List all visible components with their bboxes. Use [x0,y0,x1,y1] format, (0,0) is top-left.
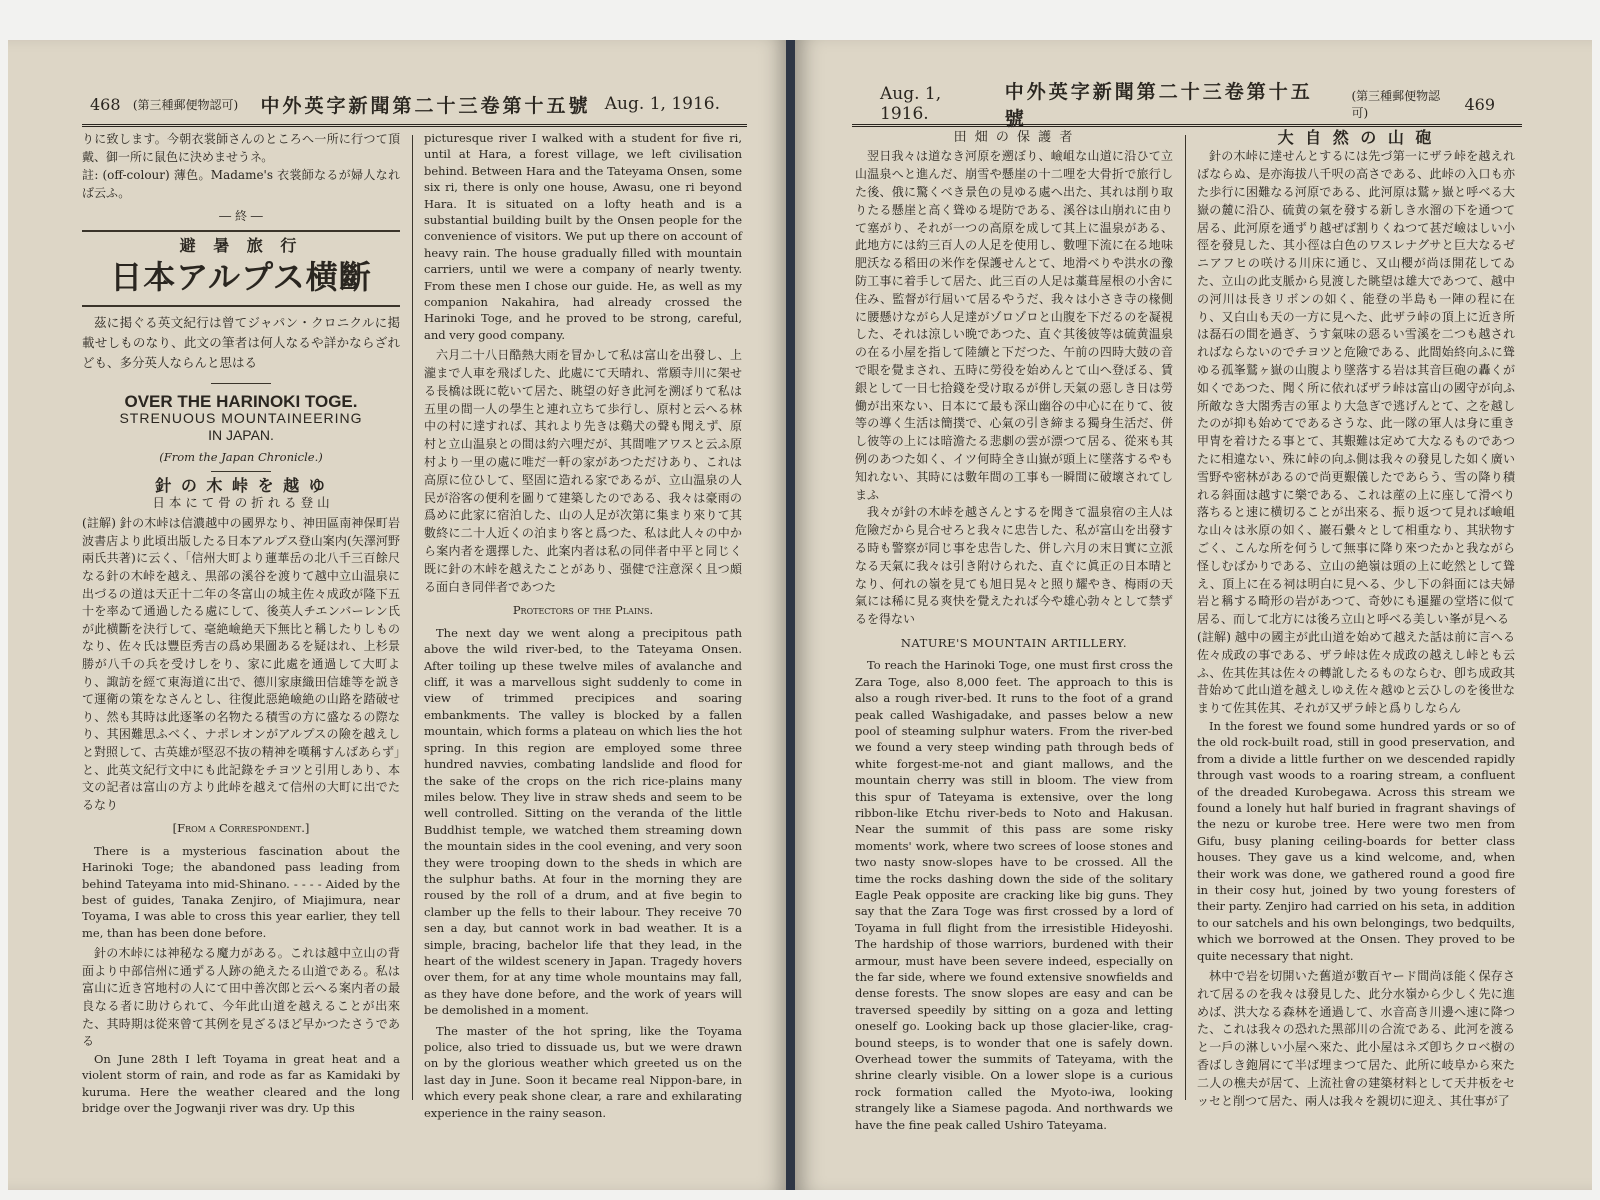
jp-paragraph: 針の木峠には神秘なる魔力がある。これは越中立山の背面より中部信州に通ずる人跡の絶えたる山道である。私は富山に近き宮地村の人にて田中善次郎と云へる案内者の最良なる者に助けられて、今年此山道を越えることが出來た、其時期は從來曾て其例を見ざるほど早かつたさうである [82,946,400,1049]
section-title: Protectors of the Plains. [512,603,654,618]
en-paragraph: There is a mysterious fascination about the Harinoki Toge; the abandoned pass leading from behind Tateyama into mid-Shinano. - - - - Aided by the best of guides, Tanaka Zenjiro, of Miajimura, near Toyama, I was able to cross this year earlier, they tell me, than has been done before. [82,843,400,940]
left-page-header [90,85,720,123]
postal-permit: (第三種郵便物認可) [1351,89,1441,120]
article-subtitle-en-2: IN JAPAN. [208,426,274,443]
article-subtitle-en: STRENUOUS MOUNTAINEERING [119,410,363,427]
divider [211,383,271,384]
right-page-header [880,81,1495,130]
right-column-2 [1197,130,1515,1110]
en-paragraph: On June 28th I left Toyama in great heat and a violent storm of rain, and rode as far as Kamidaki by kuruma. Here the weather cleared and the long bridge over the Jogwanji river was dry. Up this [82,1051,400,1115]
jp-paragraph: 六月二十八日酷熱大雨を冒かして私は富山を出發し、上瀧まで人車を飛ばした、此處にて天晴れ、常願寺川に架せる長橋は既に乾いて居た、眺望の好き此河を溯ぼりて私は五里の間一人の學生と連れ立ちて歩行し、原村と云へる林中の村に達すれば、其れより先きは鷄犬の聲も聞えず、原村と立山温泉との間は約六哩だが、其間唯アワスと云ふ原村より一里の處に唯だ一軒の家があつただけあり、これは高原に位ひして、堅固に造れる家であるが、立山温泉の人民が浴客の便利を圖りて建築したのである、我々は豪雨の爲めに此家に宿泊した、山の人足が次第に集まり來りて其數終に二十人近くの泊まり客と爲つた、私は此人々の中から案内者を選擇した、此案内者は私の同伴者中平と同じく既に針の木峠を越えたことがあり、强健で注意深く且つ頗る面白き同伴者であつた [424,348,742,594]
postal-permit: (第三種郵便物認可) [132,97,239,112]
divider [211,471,271,472]
jp-paragraph: 我々が針の木峠を越さんとするを聞きて温泉宿の主人は危險だから見合せろと我々に忠告した、私が富山を出發する時も警察が同じ事を忠告した、併し六月の末日實に立派なる天氣に我々は引き附けられた、直ぐに眞正の日本晴となり、何れの嶺を見ても旭日晃々と照り耀やき、梅雨の天氣には稀に見る爽快を覺えたれば今や雄心勃々として禁ずるを得ない [855,505,1173,627]
section-title-jp: 田 畑 の 保 護 者 [953,130,1075,145]
kicker: 避 暑 旅 行 [179,236,303,256]
article-title-en: OVER THE HARINOKI TOGE. [124,391,358,411]
en-paragraph: The master of the hot spring, like the Toyama police, also tried to dissuade us, but we were drawn on by the glorious weather which greeted us on the last day in June. Soon it became real Nippon-bare, in which every peak shone clear, a rare and exhilarating experience in the rainy season. [424,1023,742,1120]
issue-date: Aug. 1, 1916. [604,94,720,114]
commentary-jp: (註解) 越中の國主が此山道を始めて越えた話は前に言へる佐々成政の事である、ザラ峠は佐々成政の越えし峠とも云ふ、佐其佐其は佐々の轉訛したるものならむ、卽ち成政其昔始めて此山道を越えしゆえ佐々越ゆと云ひしのを後世なまりて佐其佐其、それが又ザラ峠と爲りしならん [1197,629,1515,716]
commentary-jp: (註解) 針の木峠は信濃越中の國界なり、神田區南神保町岩波書店より此頃出版したる日本アルプス登山案内(矢澤河野兩氏共著)に云く、「信州大町より蓮華岳の北八千三百餘尺なる針の木峠を越え、黒部の溪谷を渡りて越中立山温泉に出づるの道は天正十二年の冬富山の城主佐々成政が隆下五十を率ゐて通過したる處にして、後英人チエンバーレン氏が此横斷を決行して、毫絶嶮絶天下無比と稱したりしものなり、佐々氏は豐臣秀吉の爲め果圖あるを疑はれ、上杉景勝が八千の兵を受けしをり、家に此處を通過して大町より、諏訪を經て東海道に出で、德川家康織田信雄等を説きて運衛の策をなさんとし、往復此惡絶嶮絶の山路を踏破せり、然も其時は此逐峯の名物たる積雪の方に盛なるの際なり、其困難思ふべく、ナポレオンがアルプスの險を越えしと對照して、古英雄が堅忍不抜の精神を嘆稱すんばあらず」と、此英文紀行文中にも此記錄をチヨツと引用しあり、本文の記者は富山の方より此峠を越えて信州の大町に出でたるなり [82,516,400,812]
end-mark: ― 終 ― [219,209,263,223]
headline-jp: 日本アルプス横斷 [110,257,372,296]
column-rule [1185,135,1186,1100]
divider [82,305,400,307]
en-paragraph: To reach the Harinoki Toge, one must first cross the Zara Toge, also 8,000 feet. The approach to this is also a rough river-bed. It runs to the foot of a grand peak called Washigadake, and passes below a new pool of steaming sulphur waters. From the river-bed we found a very steep winding path through beds of white forgest-me-not and giant mallows, and the mountain cherry was still in bloom. The view from this spur of Tateyama is extensive, over the long ribbon-like Etchu river-beds to Noto and Hakusan. Near the summit of this pass are some risky moments' work, where two screes of loose stones and two nasty snow-slopes have to be crossed. All the time the rocks dashing down the side of the solitary Eagle Peak opposite are cracking like big guns. They say that the Zara Toge was first crossed by a lord of Toyama in full flight from the irresistible Hideyoshi. The hardship of those warriors, burdened with their armour, must have been severe indeed, especially on the far side, where we found extensive snowfields and dense forests. The snow slopes are easy and can be traversed speedily by sitting on a goza and letting oneself go. Looking back up those glacier-like, crag-bound steeps, is to wonder that one is safely down. Overhead tower the summits of Tateyama, with the shrine clearly visible. On a lower slope is a curious rock formation called the Myoto-iwa, looking strangely like a Siamese pagoda. And northwards we have the fine peak called Ushiro Tateyama. [855,658,1173,1132]
column-rule [412,135,413,1100]
article-subtitle-jp: 日 本 に て 骨 の 折 れ る 登 山 [152,494,330,510]
left-column-1 [82,130,400,1120]
article-title-jp: 針 の 木 峠 を 越 ゆ [155,476,327,496]
divider [82,230,400,232]
section-title-jp: 大 自 然 の 山 砲 [1277,128,1435,147]
jp-paragraph: 林中で岩を切開いた舊道が數百ヤード間尚ほ能く保存されて居るのを我々は發見した、此分水嶺から少しく先に進めば、洪大なる森林を通過して、水音高き川邊へ速に降つた、これは我々の恐れた黑部川の合流である、此河を渡ると一戶の淋しい小屋へ來た、此小屋はネズ卽ちクロベ樹の香ばしき鉋屑にて半ば埋まつて居た、此所に岐阜から來た二人の樵夫が居て、上流社會の建築材料として天井板をセッセと削つて居た、兩人は我々を親切に迎え、其仕事が了 [1197,969,1515,1108]
jp-paragraph: 針の木峠に達せんとするには先づ第一にザラ峠を越えればならぬ、是亦海拔八千呎の高さである、此峠の入口も亦た歩行に困難なる河原である、此河原は鷲ヶ嶽と呼べる大嶽の麓に沿ひ、硫黄の氣を發する新しき水溜の下を通つて居る、此河原を通ずり越ぜば割りくねつて甚だ嶮はしい小徑を發見した、其小徑は白色のワスレナグサと巨大なるゼニアフヒの咲ける川床に通じ、又山櫻が尚ほ開花してゐた、立山の此支脈から見渡した眺望は雄大であつて、越中の河川は長きリボンの如く、能登の半島も一陣の程に在り、又白山も天の一方に見へた、此ザラ峠の頂上に近き所は磊石の間を過ぎ、うす氣味の惡るい雪溪を二つも越されればならないのでチヨツと危險である、此間始終向ふに聳ゆる孤峯鷲ヶ嶽の山腹より墜落する岩は其音巨砲の轟くが如くであつた、聞く所に依ればザラ峠は富山の國守が向ふ所敵なき大閤秀吉の軍より大急ぎで逃げんとて、之を越したのが抑も始めてであるさうな、此一隊の軍人は身に重き甲冑を着けたる事とて、其艱難は定めて大なるものであつたに相違ない、殊に峠の向ふ側は我々の發見した如く廣い雪野や密林があるので尚更艱儀したであらう、雪の降り積れる斜面は越すに樂である、これは蓙の上に座して滑べり落ちると速に横切ることが出來る、振り返つて見れば嶮岨な山々は氷原の如く、巖石纍々として相重なり、其狀物すごく、こんな所を何うして無事に降り來つたかと我ながら怪しむばかりである、立山の絶嶺は頭の上に屹然として聳え、頂上に在る祠は明白に見へる、少し下の斜面には夫婦岩と稱する畸形の岩があつて、奇妙にも暹羅の堂塔に似て居る、而して北方には後ろ立山と呼べる美しい峯が見へる [1197,149,1515,627]
jp-paragraph: 翌日我々は道なき河原を遡ぼり、嶮岨な山道に沿ひて立山温泉へと進んだ、崩雪や懸崖の十二哩を大骨折で旅行した後、俄に驚くべき景色の見ゆる處へ出た、其れは削り取りたる懸崖と高く聳ゆる堤防である、溪谷は山崩れに由りて塞がり、それが一つの高原を成して其上に温泉がある、此地方には約三百人の人足を使用し、數哩下流に在る地味肥沃なる稻田の米作を保護せんとて、地滑べりや洪水の豫防工事に着手して居た、此三百の人足は藁葺屋根の小舍に住み、監督が行屆いて居るやうだ、我々は小さき寺の椽側に腰懸けながら人足達がゾロゾロと山腹を下だるのを凝視した、それは涼しい晩であつた、直ぐ其後彼等は硫黄温泉の在る小屋を指して陸續と下だつた、午前の四時大鼓の音で眼を覺まされ、五時に勞役を始めんとて山へ登ぼる、賃銀として一日七拾錢を受け取るが併し天氣の惡しき日は勞働が出來ない、日本にて最も深山幽谷の中心に在りて、彼等の導く生活は簡撲で、心氣の引き締まる獨身生活だ、併し彼等の上には暗澹たる悲劇の雲が漂つて居る、從來も其例のあつた如く、イツ何時全き山嶽が頭上に墜落するやも知れない、其時には數年間の工事も一瞬間に破壞されてしまふ [855,149,1173,502]
page-number: 468 [90,94,121,114]
right-column-1 [855,130,1173,1137]
article-source: (From the Japan Chronicle.) [159,450,323,465]
journal-title: 中外英字新聞第二十三卷第十五號 [1004,81,1313,130]
section-title: NATURE'S MOUNTAIN ARTILLERY. [900,635,1128,650]
previous-article-tail: りに致します。今朝衣裳師さんのところへ一所に行つて頂戴、御一所に鼠色に決めませうネ。 [82,132,400,164]
en-paragraph: picturesque river I walked with a student for five ri, until at Hara, a forest village, we left civilisation behind. Between Hara and the Tateyama Onsen, some six ri, there is only one house, Awasu, one ri beyond Hara. It is situated on a lofty heath and is a substantial building built by the Onsen people for the convenience of visitors. We put up there on account of heavy rain. The house gradually filled with mountain carriers, until we were a company of nearly twenty. From these men I chose our guide. He, as well as my companion Nakahira, had already crossed the Harinoki Toge, and he proved to be strong, careful, and very good company. [424,131,742,342]
issue-date: Aug. 1, 1916. [880,84,942,124]
intro-jp: 茲に掲ぐる英文紀行は曾てジャパン・クロニクルに掲載せしものなり、此文の筆者は何人なるや詳かならざれども、多分英人ならんと思はる [82,314,400,370]
correspondent-line: [From a Correspondent.] [172,821,310,836]
page-number: 469 [1464,94,1495,114]
previous-article-note: 註: (off-colour) 薄色。Madame's 衣裳師なるが婦人なれば云ふ。 [82,168,400,200]
header-rule [852,124,1522,127]
left-column-2 [424,130,742,1125]
header-rule [82,124,747,127]
en-paragraph: In the forest we found some hundred yards or so of the old rock-built road, still in good preservation, and from a divide a little further on we descended rapidly through vast woods to a roaring stream, a confluent of the dreaded Kurobegawa. Across this stream we found a lonely hut half buried in fragrant shavings of the nezu or kurobe tree. Here were two men from Gifu, busy planing ceiling-boards for better class houses. They gave us a kind welcome, and, when their work was done, we gathered round a good fire in their cosy hut, joined by two young foresters of their party. Zenjiro had carried on his seta, in addition to our satchels and his own belongings, two bedquilts, which we borrowed at the Onsen. They proved to be quite necessary that night. [1197,718,1515,963]
journal-title: 中外英字新聞第二十三卷第十五號 [260,94,591,117]
en-paragraph: The next day we went along a precipitous path above the wild river-bed, to the Tateyama Onsen. After toiling up these twelve miles of avalanche and cliff, it was a marvellous sight suddenly to come in view of trimmed precipices and soaring embankments. The valley is blocked by a fallen mountain, which forms a plateau on which lies the hot spring. In this region are employed some three hundred navvies, combating landslide and flood for the sake of the crops on the rich rice-plains many miles below. They live in straw sheds and seem to be well controlled. Sitting on the veranda of the little Buddhist temple, we watched them streaming down the mountain sides in the cool evening, and very soon they were trooping down to the sheds in which are the sulphur baths. At four in the morning they are roused by the roll of a drum, and at five begin to clamber up the fells to their labour. They receive 70 sen a day, but cannot work in bad weather. It is a simple, bracing, bachelor life that they lead, in the heart of the wildest scenery in Japan. Tragedy hovers over them, for at any time whole mountains may fall, as they have done before, and the work of years will be demolished in a moment. [424,625,742,1018]
